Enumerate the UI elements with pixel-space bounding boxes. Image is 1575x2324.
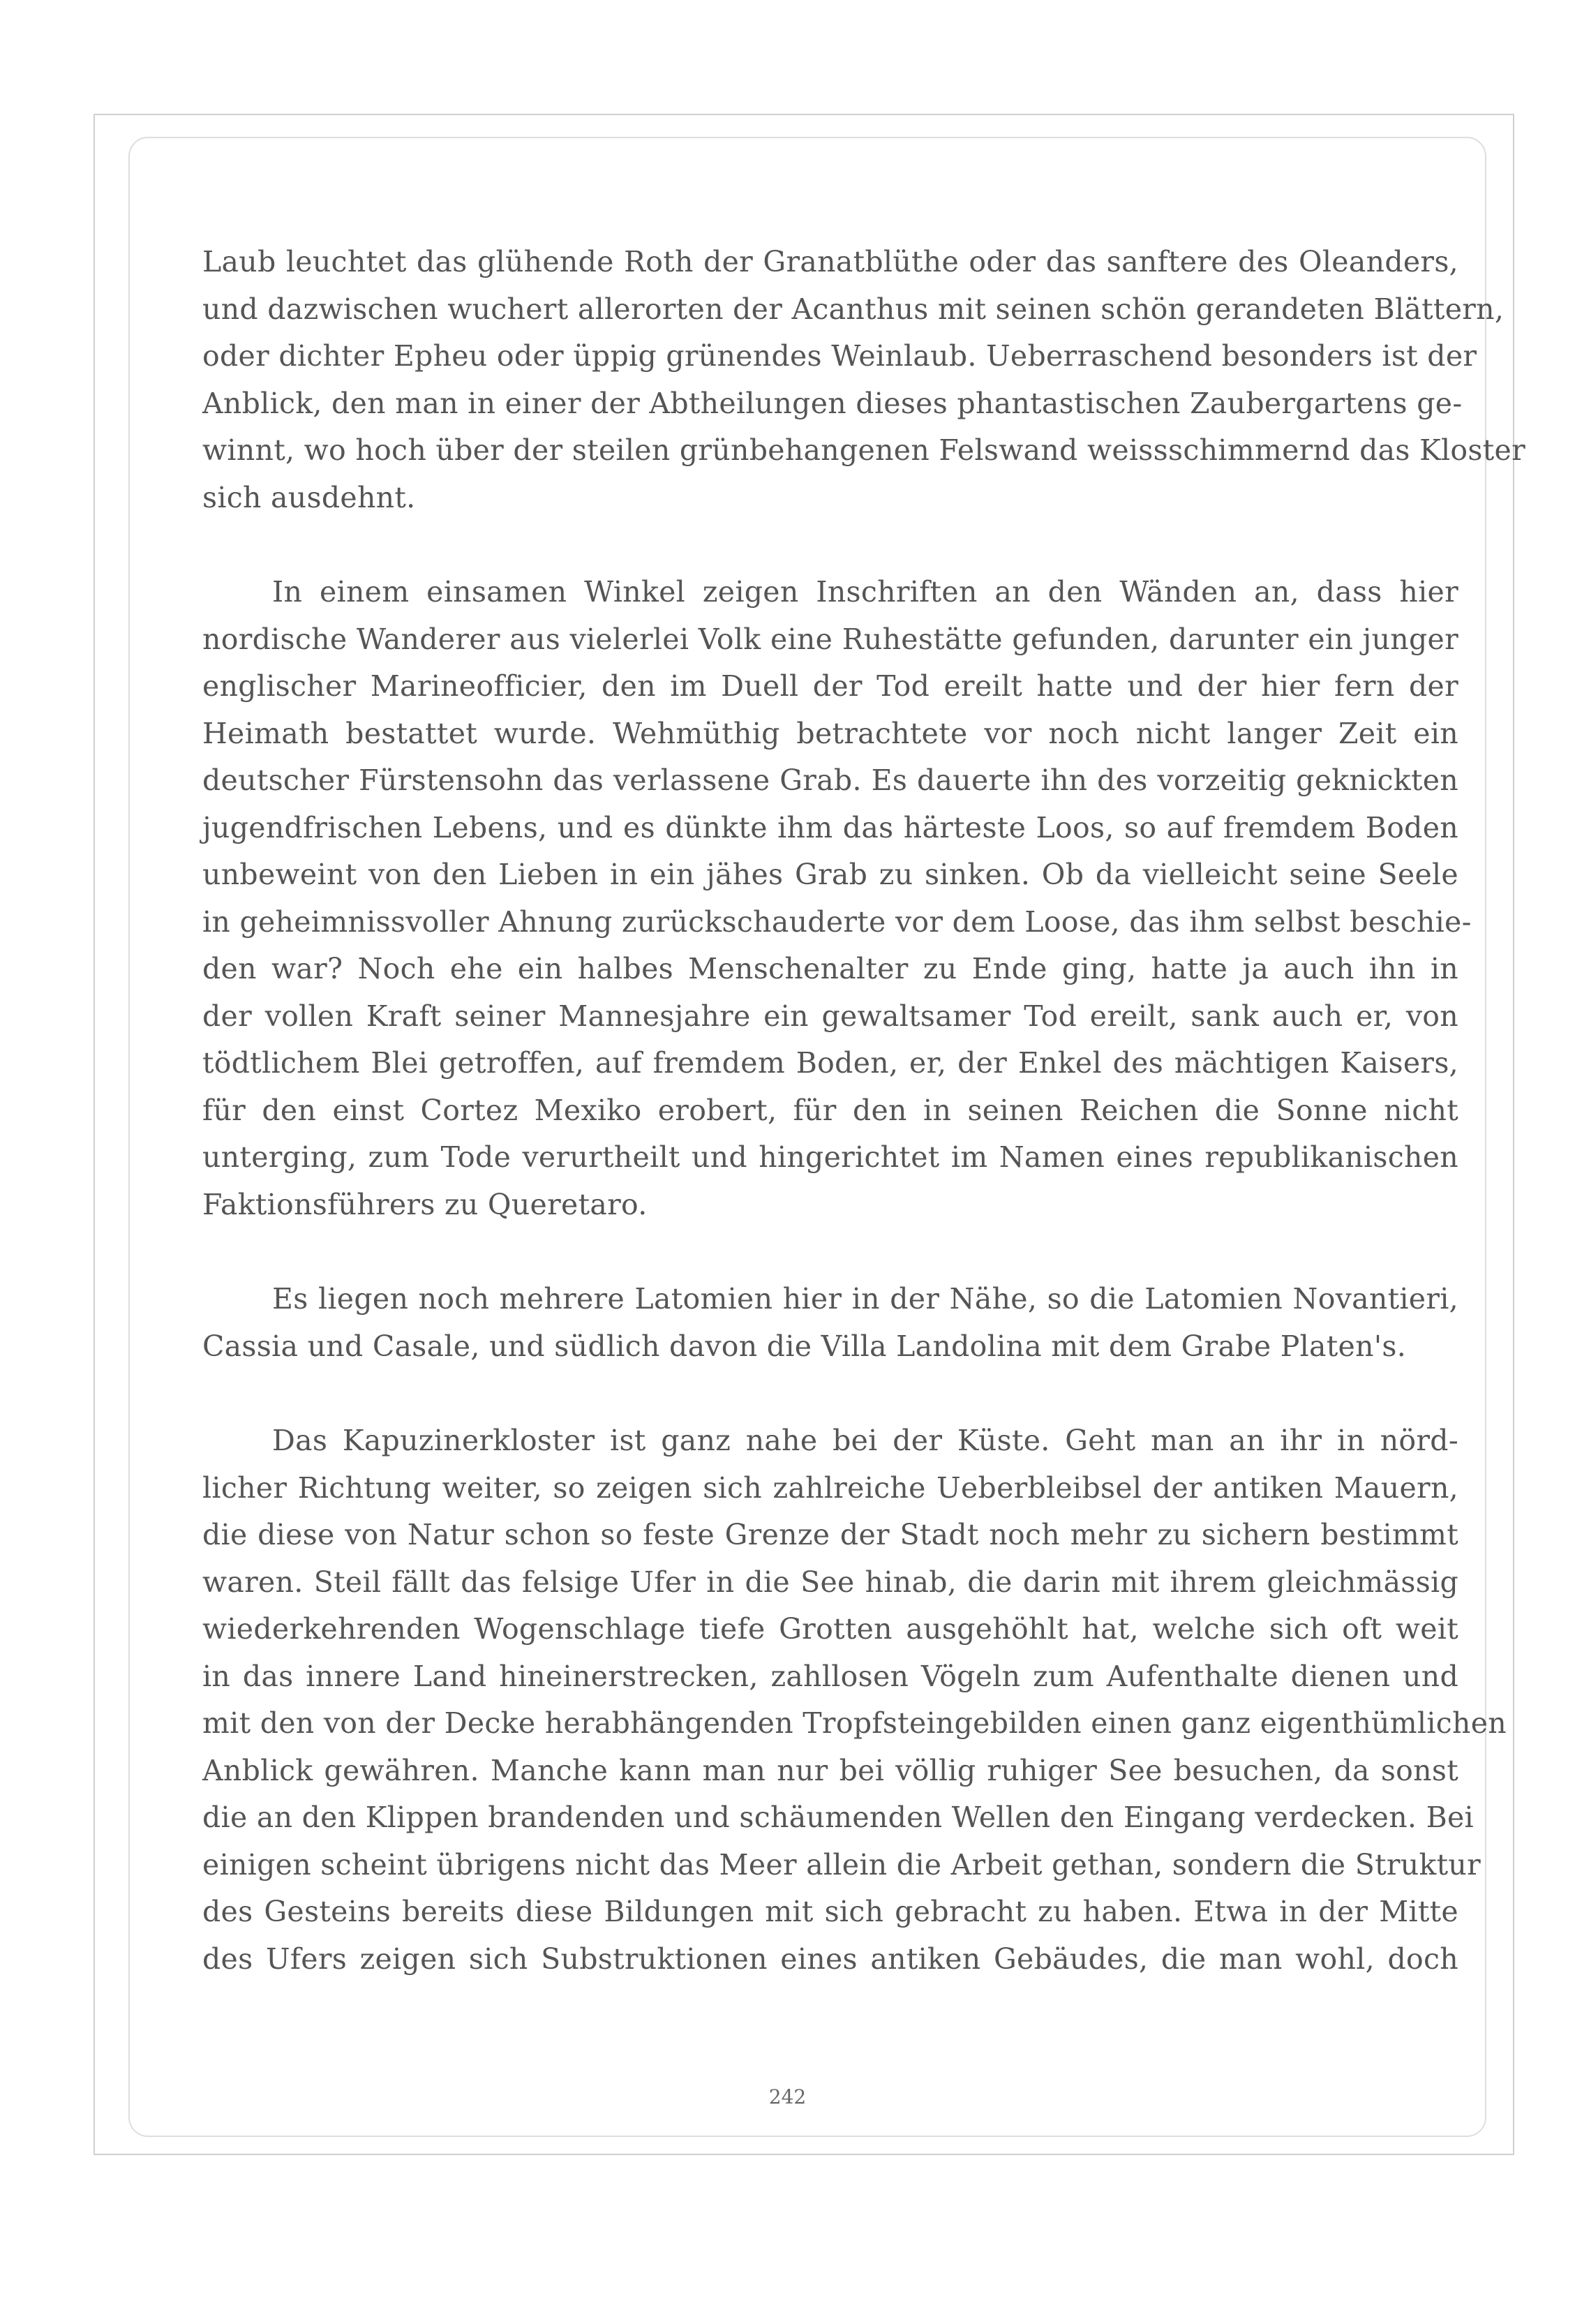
text-line: licher Richtung weiter, so zeigen sich zahlreiche Ueberbleibsel der antiken Mauern,	[202, 1470, 1458, 1505]
text-line: Anblick, den man in einer der Abtheilungen dieses phantastischen Zaubergartens ge-	[202, 386, 1463, 420]
text-line: Laub leuchtet das glühende Roth der Granatblüthe oder das sanftere des Oleanders,	[202, 245, 1458, 278]
text-line: In einem einsamen Winkel zeigen Inschriften an den Wänden an, dass hier	[272, 575, 1458, 609]
text-line: unbeweint von den Lieben in ein jähes Grab zu sinken. Ob da vielleicht seine Seele	[202, 858, 1458, 891]
text-line: einigen scheint übrigens nicht das Meer allein die Arbeit gethan, sondern die Struktur	[202, 1847, 1481, 1882]
text-line: den war? Noch ehe ein halbes Menschenalter zu Ende ging, hatte ja auch ihn in	[202, 952, 1458, 985]
text-line: für den einst Cortez Mexiko erobert, für den in seinen Reichen die Sonne nicht	[202, 1093, 1458, 1127]
text-line: mit den von der Decke herabhängenden Tropfsteingebilden einen ganz eigenthümlichen	[202, 1706, 1507, 1740]
text-line: und dazwischen wuchert allerorten der Acanthus mit seinen schön gerandeten Blättern,	[202, 292, 1505, 326]
text-line: wiederkehrenden Wogenschlage tiefe Grotten ausgehöhlt hat, welche sich oft weit	[202, 1612, 1458, 1646]
text-line: Cassia und Casale, und südlich davon die Villa Landolina mit dem Grabe Platen's.	[202, 1329, 1407, 1363]
text-line: in das innere Land hineinerstrecken, zahllosen Vögeln zum Aufenthalte dienen und	[202, 1659, 1458, 1693]
text-line: in geheimnissvoller Ahnung zurückschauderte vor dem Loose, das ihm selbst beschie-	[202, 904, 1472, 939]
text-line: sich ausdehnt.	[202, 480, 416, 514]
paragraph-2	[202, 569, 1472, 1228]
text-line: die diese von Natur schon so feste Grenze der Stadt noch mehr zu sichern bestimmt	[202, 1518, 1458, 1551]
text-line: des Gesteins bereits diese Bildungen mit sich gebracht zu haben. Etwa in der Mitte	[202, 1895, 1458, 1928]
paragraph-1	[202, 239, 1525, 521]
text-line: unterging, zum Tode verurtheilt und hingerichtet im Namen eines republikanischen	[202, 1140, 1458, 1174]
text-line: nordische Wanderer aus vielerlei Volk eine Ruhestätte gefunden, darunter ein junger	[202, 622, 1458, 656]
text-line: Faktionsführers zu Queretaro.	[202, 1187, 648, 1221]
text-line: die an den Klippen brandenden und schäumenden Wellen den Eingang verdecken. Bei	[202, 1801, 1474, 1834]
text-line: der vollen Kraft seiner Mannesjahre ein gewaltsamer Tod ereilt, sank auch er, von	[202, 999, 1458, 1033]
text-line: waren. Steil fällt das felsige Ufer in die See hinab, die darin mit ihrem gleichmässig	[202, 1565, 1458, 1599]
text-line: Heimath bestattet wurde. Wehmüthig betrachtete vor noch nicht langer Zeit ein	[202, 716, 1458, 750]
text-line: tödtlichem Blei getroffen, auf fremdem Boden, er, der Enkel des mächtigen Kaisers,	[202, 1046, 1458, 1080]
paragraph-4	[202, 1417, 1507, 1983]
text-line: Es liegen noch mehrere Latomien hier in der Nähe, so die Latomien Novantieri,	[272, 1282, 1458, 1316]
text-line: deutscher Fürstensohn das verlassene Grab. Es dauerte ihn des vorzeitig geknickten	[202, 764, 1458, 797]
text-line: oder dichter Epheu oder üppig grünendes Weinlaub. Ueberraschend besonders ist der	[202, 339, 1477, 373]
paragraph-3	[202, 1276, 1458, 1370]
text-line: englischer Marineofficier, den im Duell der Tod ereilt hatte und der hier fern der	[202, 669, 1458, 703]
text-line: winnt, wo hoch über der steilen grünbehangenen Felswand weissschimmernd das Kloster	[202, 433, 1525, 467]
text-line: des Ufers zeigen sich Substruktionen eines antiken Gebäudes, die man wohl, doch	[202, 1942, 1458, 1976]
text-line: jugendfrischen Lebens, und es dünkte ihm das härteste Loos, so auf fremdem Boden	[202, 810, 1458, 844]
text-line: Anblick gewähren. Manche kann man nur bei völlig ruhiger See besuchen, da sonst	[202, 1753, 1458, 1787]
text-line: Das Kapuzinerkloster ist ganz nahe bei der Küste. Geht man an ihr in nörd-	[272, 1424, 1458, 1457]
body-text	[202, 239, 1525, 2030]
page-number: 242	[768, 2085, 807, 2108]
